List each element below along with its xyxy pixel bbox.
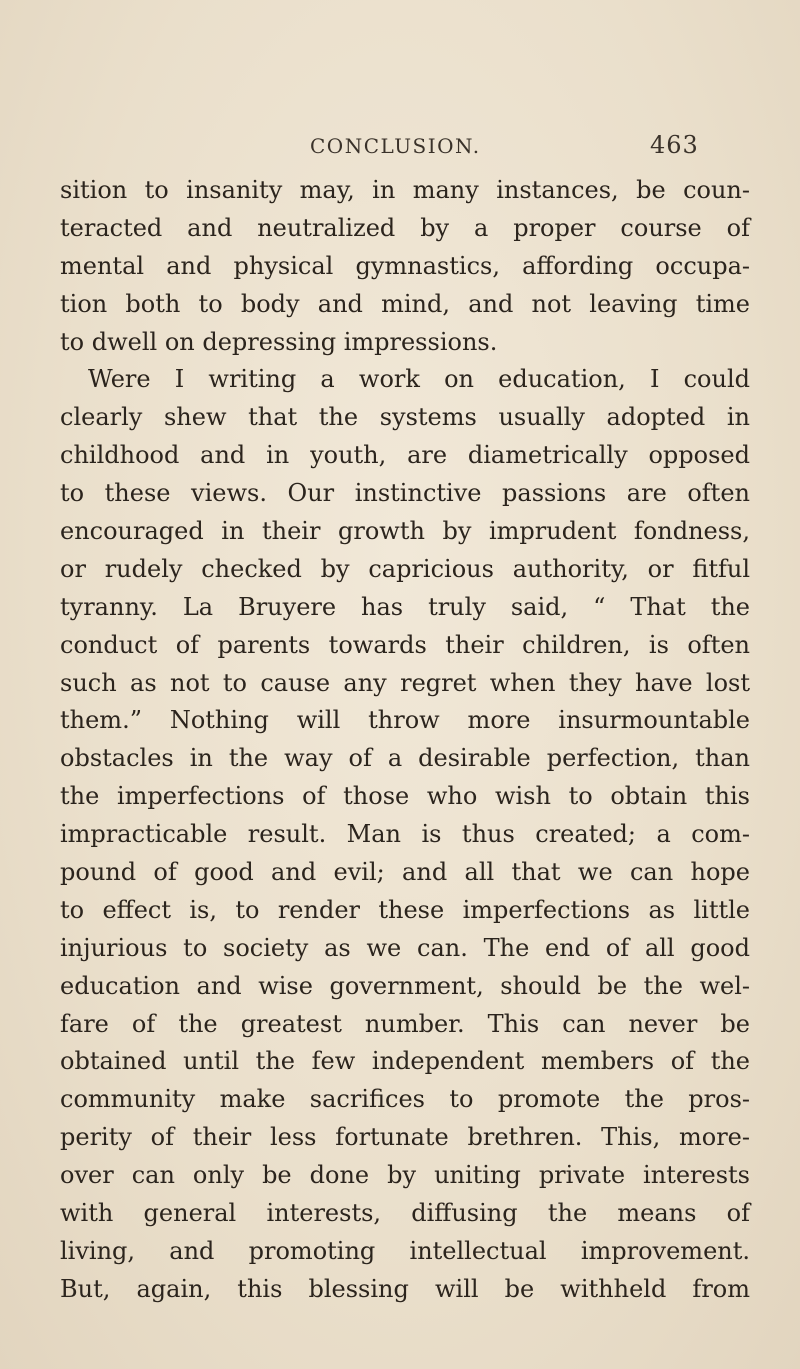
- text-line: with general interests, diffusing the means of: [60, 1199, 750, 1228]
- text-line: community make sacrifices to promote the pros-: [60, 1085, 750, 1114]
- text-line: the imperfections of those who wish to obtain this: [60, 782, 750, 811]
- text-line: education and wise government, should be the wel-: [60, 971, 750, 1000]
- body-text: [60, 172, 750, 1309]
- text-line: Were I writing a work on education, I could: [88, 365, 750, 394]
- text-line: perity of their less fortunate brethren. This, more-: [60, 1123, 750, 1152]
- text-line: childhood and in youth, are diametrically opposed: [60, 441, 750, 470]
- text-line: obtained until the few independent members of the: [60, 1047, 750, 1076]
- text-line: them.” Nothing will throw more insurmountable: [60, 706, 750, 735]
- text-line: tyranny. La Bruyere has truly said, “ That the: [60, 592, 750, 621]
- text-line: over can only be done by uniting private interests: [60, 1161, 750, 1190]
- running-title: CONCLUSION.: [310, 134, 481, 158]
- text-line: pound of good and evil; and all that we can hope: [60, 858, 750, 887]
- text-line: fare of the greatest number. This can never be: [60, 1009, 750, 1038]
- text-line: to dwell on depressing impressions.: [60, 327, 498, 356]
- text-line: tion both to body and mind, and not leaving time: [60, 289, 750, 318]
- text-line: or rudely checked by capricious authority, or fitful: [60, 554, 750, 583]
- text-line: such as not to cause any regret when they have lost: [60, 668, 750, 697]
- text-line: clearly shew that the systems usually adopted in: [60, 403, 750, 432]
- text-line: sition to insanity may, in many instances, be coun-: [60, 176, 750, 204]
- text-line: living, and promoting intellectual improvement.: [60, 1236, 750, 1265]
- text-line: to effect is, to render these imperfections as little: [60, 895, 750, 924]
- text-line: But, again, this blessing will be withheld from: [60, 1274, 750, 1303]
- text-line: mental and physical gymnastics, affording occupa-: [60, 251, 750, 280]
- page-number: 463: [650, 131, 699, 159]
- text-line: teracted and neutralized by a proper course of: [60, 213, 750, 242]
- running-head: [0, 131, 800, 164]
- text-line: to these views. Our instinctive passions are often: [60, 479, 750, 508]
- text-line: impracticable result. Man is thus created; a com-: [60, 820, 750, 849]
- text-line: conduct of parents towards their children, is often: [60, 630, 750, 659]
- text-line: injurious to society as we can. The end of all good: [60, 933, 750, 962]
- text-line: encouraged in their growth by imprudent fondness,: [60, 517, 750, 546]
- text-line: obstacles in the way of a desirable perfection, than: [60, 744, 750, 773]
